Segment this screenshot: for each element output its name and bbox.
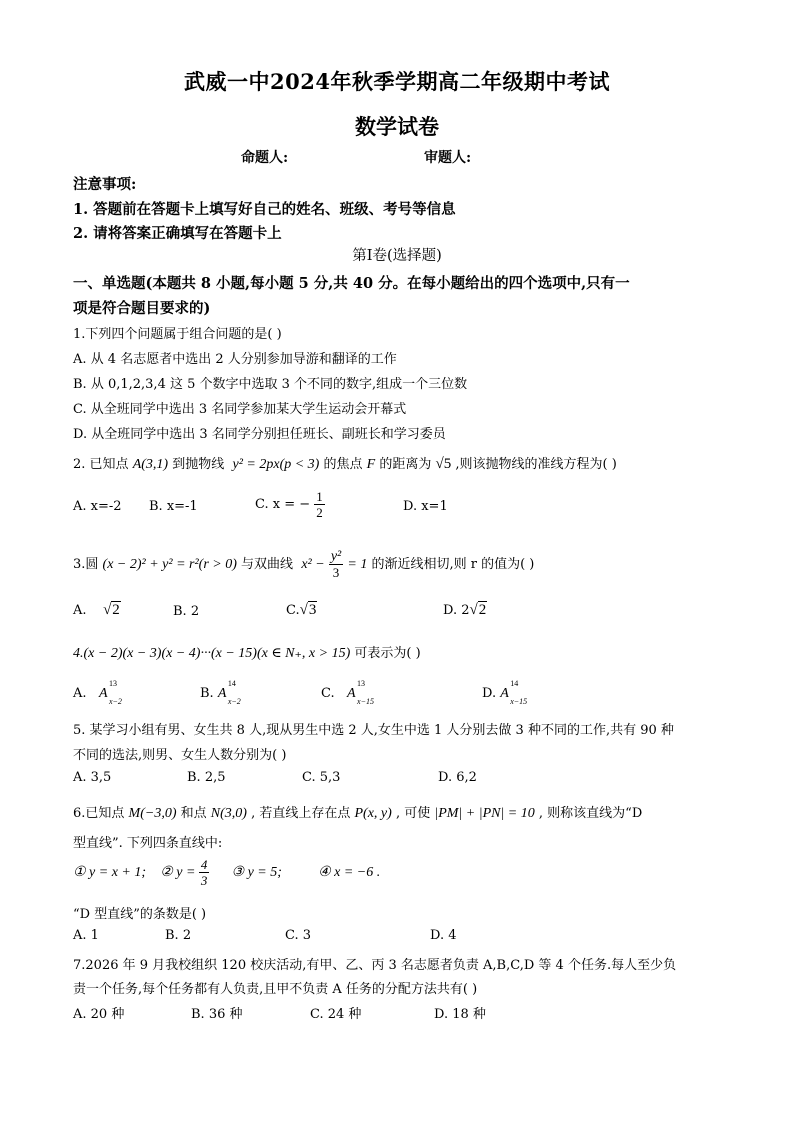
fraction-numerator: y² xyxy=(330,549,342,564)
q6-mid2: , 可使 xyxy=(395,806,431,821)
q1-stem: 1.下列四个问题属于组合问题的是( ) xyxy=(73,327,282,342)
q6-option-c: C. 3 xyxy=(285,928,312,943)
q3-option-d-sqrt: √2 xyxy=(469,602,487,618)
q3-option-c-sqrt: √3 xyxy=(299,602,317,618)
q3-option-c-label: C. xyxy=(286,603,300,618)
exam-title: 武威一中2024年秋季学期高二年级期中考试 xyxy=(184,69,610,94)
q4-option-b xyxy=(200,679,241,706)
perm-sup: 13 xyxy=(357,679,366,688)
reviewer-label: 审题人: xyxy=(424,150,472,166)
q3-hyperbola-fraction xyxy=(329,549,343,580)
part1-heading-line2: 项是符合题目要求的) xyxy=(73,300,211,317)
q5-option-d: D. 6,2 xyxy=(438,770,477,785)
q3-option-c xyxy=(286,602,317,619)
q6-condition: |PM| + |PN| = 10 xyxy=(434,806,535,821)
q6-line-3: ③ y = 5; xyxy=(231,864,282,880)
q6-line-1: ① y = x + 1; xyxy=(73,864,147,880)
q4-expression: 4.(x − 2)(x − 3)(x − 4)···(x − 15)(x ∈ N₊, x > 15) xyxy=(73,646,351,661)
q2-option-a: A. x=-2 xyxy=(73,499,122,514)
q3-circle: (x − 2)² + y² = r²(r > 0) xyxy=(102,557,237,572)
q6-question: “D 型直线”的条数是( ) xyxy=(73,907,207,922)
q6-stem-line1 xyxy=(73,802,642,822)
q6-point-p: P(x, y) xyxy=(354,806,392,821)
q4-option-b-perm: A 14 x−2 xyxy=(217,679,241,706)
q1-option-b: B. 从 0,1,2,3,4 这 5 个数字中选取 3 个不同的数字,组成一个三位数 xyxy=(73,377,468,392)
radicand: 2 xyxy=(478,602,487,618)
q2-stem xyxy=(73,453,617,473)
radicand: 2 xyxy=(112,602,120,618)
q2-prefix: 2. 已知点 xyxy=(73,457,129,472)
q6-option-b: B. 2 xyxy=(165,928,192,943)
q4-option-c xyxy=(321,679,374,706)
q4-suffix: 可表示为( ) xyxy=(354,646,421,661)
q3-prefix: 3.圆 xyxy=(73,557,99,572)
exam-subtitle: 数学试卷 xyxy=(355,114,439,139)
q4-option-a-label: A. xyxy=(73,686,87,701)
q2-mid2: 的焦点 xyxy=(323,457,363,472)
q5-stem-line1: 5. 某学习小组有男、女生共 8 人,现从男生中选 2 人,女生中选 1 人分别去做 3 种不同的工作,共有 90 种 xyxy=(73,723,674,738)
perm-sub: x−15 xyxy=(510,697,528,706)
q1-option-a: A. 从 4 名志愿者中选出 2 人分别参加导游和翻译的工作 xyxy=(73,352,397,367)
perm-sub: x−2 xyxy=(108,697,122,706)
q6-point-m: M(−3,0) xyxy=(128,806,177,821)
q4-option-c-perm: A 13 x−15 xyxy=(347,679,374,706)
q3-mid: 与双曲线 xyxy=(241,557,294,572)
q2-distance: √5 xyxy=(435,456,452,472)
q6-line-2-lhs: ② y = xyxy=(160,864,196,880)
q6-suffix: , 则称该直线为“D xyxy=(538,806,643,821)
q7-stem-line1: 7.2026 年 9 月我校组织 120 校庆活动,有甲、乙、丙 3 名志愿者负责 A,B,C,D 等 4 个任务.每人至少负 xyxy=(73,958,677,973)
q3-hyperbola-b: = 1 xyxy=(347,557,368,572)
q3-option-d xyxy=(443,602,487,619)
q6-option-a: A. 1 xyxy=(73,928,99,943)
q3-option-b: B. 2 xyxy=(173,604,200,619)
q5-stem-line2: 不同的选法,则男、女生人数分别为( ) xyxy=(73,748,287,763)
q4-option-a xyxy=(73,679,122,706)
fraction-denominator: 2 xyxy=(316,505,323,520)
fraction-denominator: 3 xyxy=(332,565,340,580)
q6-lines xyxy=(73,857,380,888)
fraction-numerator: 1 xyxy=(316,489,323,504)
q6-option-d: D. 4 xyxy=(430,928,457,943)
perm-sup: 14 xyxy=(227,679,236,688)
q2-parabola: y² = 2px(p < 3) xyxy=(232,457,320,472)
q5-option-a: A. 3,5 xyxy=(73,770,112,785)
q6-stem-line2: 型直线”. 下列四条直线中: xyxy=(73,836,223,851)
q7-option-a: A. 20 种 xyxy=(73,1007,125,1022)
q4-option-d-label: D. xyxy=(482,686,497,701)
q7-stem-line2: 责一个任务,每个任务都有人负责,且甲不负责 A 任务的分配方法共有( ) xyxy=(73,982,478,997)
q6-line-2-fraction xyxy=(199,857,210,888)
q2-suffix: ,则该抛物线的准线方程为( ) xyxy=(455,457,617,472)
perm-sup: 14 xyxy=(510,679,519,688)
q3-hyperbola-a: x² − xyxy=(301,557,325,572)
q3-option-a-label: A. xyxy=(73,603,87,618)
fraction-denominator: 3 xyxy=(200,873,208,888)
q6-prefix: 6.已知点 xyxy=(73,806,125,821)
q6-mid: , 若直线上存在点 xyxy=(251,806,351,821)
q5-option-b: B. 2,5 xyxy=(187,770,226,785)
q3-stem xyxy=(73,549,534,580)
q3-suffix: 的渐近线相切,则 r 的值为( ) xyxy=(371,557,535,572)
q3-option-a xyxy=(73,602,121,619)
radicand: 3 xyxy=(308,602,317,618)
q4-option-a-perm: A 13 x−2 xyxy=(98,679,122,706)
q2-option-c-label: C. x = − xyxy=(255,497,311,512)
part1-heading-line1: 一、单选题(本题共 8 小题,每小题 5 分,共 40 分。在每小题给出的四个选项中,只有一 xyxy=(73,275,630,292)
q4-option-d-perm: A 14 x−15 xyxy=(500,679,528,706)
q3-option-d-label: D. 2 xyxy=(443,603,470,618)
q6-line-4: ④ x = −6 . xyxy=(318,864,381,880)
note-item-1: 1. 答题前在答题卡上填写好自己的姓名、班级、考号等信息 xyxy=(73,201,456,218)
perm-sub: x−2 xyxy=(227,697,241,706)
q6-line-2 xyxy=(160,857,209,888)
notes-heading: 注意事项: xyxy=(73,176,137,193)
q7-option-c: C. 24 种 xyxy=(310,1007,362,1022)
q2-focus: F xyxy=(366,457,376,472)
q7-option-d: D. 18 种 xyxy=(434,1007,486,1022)
q2-option-c-fraction xyxy=(314,489,325,520)
q7-option-b: B. 36 种 xyxy=(191,1007,243,1022)
q4-option-c-label: C. xyxy=(321,686,335,701)
q2-mid: 到抛物线 xyxy=(172,457,225,472)
q2-option-d: D. x=1 xyxy=(403,499,448,514)
note-item-2: 2. 请将答案正确填写在答题卡上 xyxy=(73,225,282,242)
section-title: 第Ⅰ卷(选择题) xyxy=(352,248,442,264)
q4-option-d xyxy=(482,679,528,706)
q4-stem xyxy=(73,642,421,662)
q2-option-c xyxy=(255,489,325,520)
q6-point-n: N(3,0) xyxy=(210,806,247,821)
q1-option-c: C. 从全班同学中选出 3 名同学参加某大学生运动会开幕式 xyxy=(73,402,407,417)
q2-point: A(3,1) xyxy=(132,457,169,472)
fraction-numerator: 4 xyxy=(200,857,208,872)
q2-mid3: 的距离为 xyxy=(379,457,432,472)
perm-sub: x−15 xyxy=(357,697,374,706)
q6-and: 和点 xyxy=(180,806,207,821)
q1-option-d: D. 从全班同学中选出 3 名同学分别担任班长、副班长和学习委员 xyxy=(73,427,446,442)
q5-option-c: C. 5,3 xyxy=(302,770,341,785)
q4-option-b-label: B. xyxy=(200,686,214,701)
author-label: 命题人: xyxy=(241,150,289,166)
perm-sup: 13 xyxy=(108,679,117,688)
q2-option-b: B. x=-1 xyxy=(149,499,198,514)
q3-option-a-sqrt: √2 xyxy=(103,602,120,618)
